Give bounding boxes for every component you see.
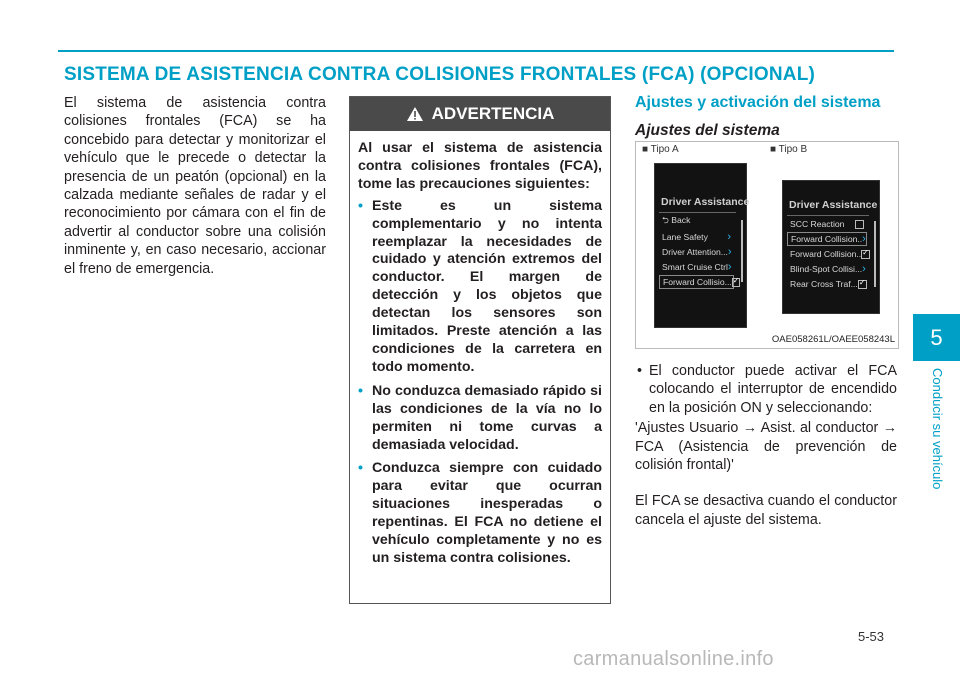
menu-path: 'Ajustes Usuario → Asist. al conductor → FCA (Asistencia de prevención de colisión frontal)'	[635, 420, 897, 474]
screen-title: Driver Assistance	[789, 199, 878, 211]
settings-figure	[635, 141, 899, 349]
warning-intro: Al usar el sistema de asistencia contra colisiones frontales (FCA), tome las precauciones siguientes:	[358, 140, 602, 192]
screen-type-a	[654, 163, 750, 328]
menu-item-forward-collision[interactable]	[787, 232, 867, 246]
menu-item-label: Forward Collisio...	[663, 277, 732, 287]
divider	[659, 212, 736, 213]
figure-label-b: ■ Tipo B	[770, 144, 808, 155]
warning-triangle-icon	[406, 106, 424, 122]
intro-paragraph: El sistema de asistencia contra colisiones frontales (FCA) se ha concebido para detectar y monitorizar el vehículo que le precede o detectar la presencia de un peatón (opcional) en la calzada mediante señales de radar y el reconocimiento por cámara con el fin de advertir al conductor sobre una colisión inminente y, en caso necesario, accionar el freno de emergencia.	[64, 95, 326, 277]
menu-item-label: Rear Cross Traf...	[790, 279, 858, 289]
figure-label-a: ■ Tipo A	[642, 144, 679, 155]
figure-caption: OAE058261L/OAEE058243L	[771, 334, 895, 345]
menu-item-back[interactable]	[659, 215, 734, 229]
menu-item-lane-safety[interactable]	[659, 230, 734, 244]
checkbox-icon	[855, 220, 864, 229]
header-rule	[58, 50, 894, 52]
menu-item-scc-reaction[interactable]	[787, 217, 867, 231]
menu-item-label: Smart Cruise Ctrl	[662, 262, 728, 272]
page-number: 5-53	[858, 629, 885, 644]
menu-item-label: Driver Attention...	[662, 247, 728, 257]
checkbox-checked-icon	[861, 250, 870, 259]
warning-bullet: • No conduzca demasiado rápido si las condiciones de la vía no lo permiten ni tome curvas a demasiada velocidad.	[358, 383, 602, 455]
warning-bullet: • Conduzca siempre con cuidado para evitar que ocurran situaciones inesperadas o repentinas. El FCA no detiene el vehículo completamente y no es un sistema contra colisiones.	[358, 460, 602, 567]
menu-item-forward-collision-2[interactable]	[787, 247, 867, 261]
section-title: SISTEMA DE ASISTENCIA CONTRA COLISIONES FRONTALES (FCA) (OPCIONAL)	[64, 64, 816, 85]
menu-item-blind-spot[interactable]	[787, 262, 867, 276]
menu-item-label: Lane Safety	[662, 232, 708, 242]
menu-item-driver-attention[interactable]	[659, 245, 734, 259]
menu-item-forward-collision[interactable]	[659, 275, 734, 289]
chapter-tab: 5	[913, 314, 960, 361]
screen-type-b	[782, 180, 880, 314]
closing-paragraph: El FCA se desactiva cuando el conductor cancela el ajuste del sistema.	[635, 493, 897, 528]
checkbox-checked-icon	[732, 278, 741, 287]
chevron-right-icon: ›	[727, 231, 731, 243]
warning-box	[349, 96, 611, 604]
menu-item-label: Forward Collision..	[791, 234, 863, 244]
menu-item-label: Forward Collision..	[790, 249, 862, 259]
menu-item-label: ⮌ Back	[662, 215, 691, 225]
chevron-right-icon: ›	[862, 233, 866, 245]
scrollbar[interactable]	[874, 221, 876, 287]
right-column-text	[635, 362, 897, 529]
chevron-right-icon: ›	[727, 246, 732, 258]
activation-bullet: • El conductor puede activar el FCA colocando el interruptor de encendido en la posición ON y seleccionando:	[635, 362, 897, 417]
subsubheading: Ajustes del sistema	[635, 122, 780, 139]
subheading: Ajustes y activación del sistema	[635, 94, 881, 111]
menu-item-label: Blind-Spot Collisi...	[790, 264, 863, 274]
menu-item-smart-cruise[interactable]	[659, 260, 734, 274]
checkbox-checked-icon	[858, 280, 867, 289]
divider	[787, 215, 869, 216]
watermark: carmanualsonline.info	[573, 648, 774, 670]
warning-bullet: • Este es un sistema complementario y no intenta reemplazar la necesidades de cuidado y atención extremos del conductor. El margen de detección y los objetos que detectan los sensores son limitados. Preste atención a las condiciones de la carretera en todo momento.	[358, 198, 602, 377]
screen-title: Driver Assistance	[661, 196, 750, 208]
menu-item-label: SCC Reaction	[790, 219, 845, 229]
chevron-right-icon: ›	[862, 263, 866, 275]
warning-title: ADVERTENCIA	[431, 104, 555, 123]
menu-item-rear-cross[interactable]	[787, 277, 867, 291]
warning-header	[350, 97, 610, 131]
chevron-right-icon: ›	[727, 261, 732, 273]
chapter-label: Conducir su vehículo	[930, 368, 945, 490]
scrollbar[interactable]	[741, 220, 743, 282]
